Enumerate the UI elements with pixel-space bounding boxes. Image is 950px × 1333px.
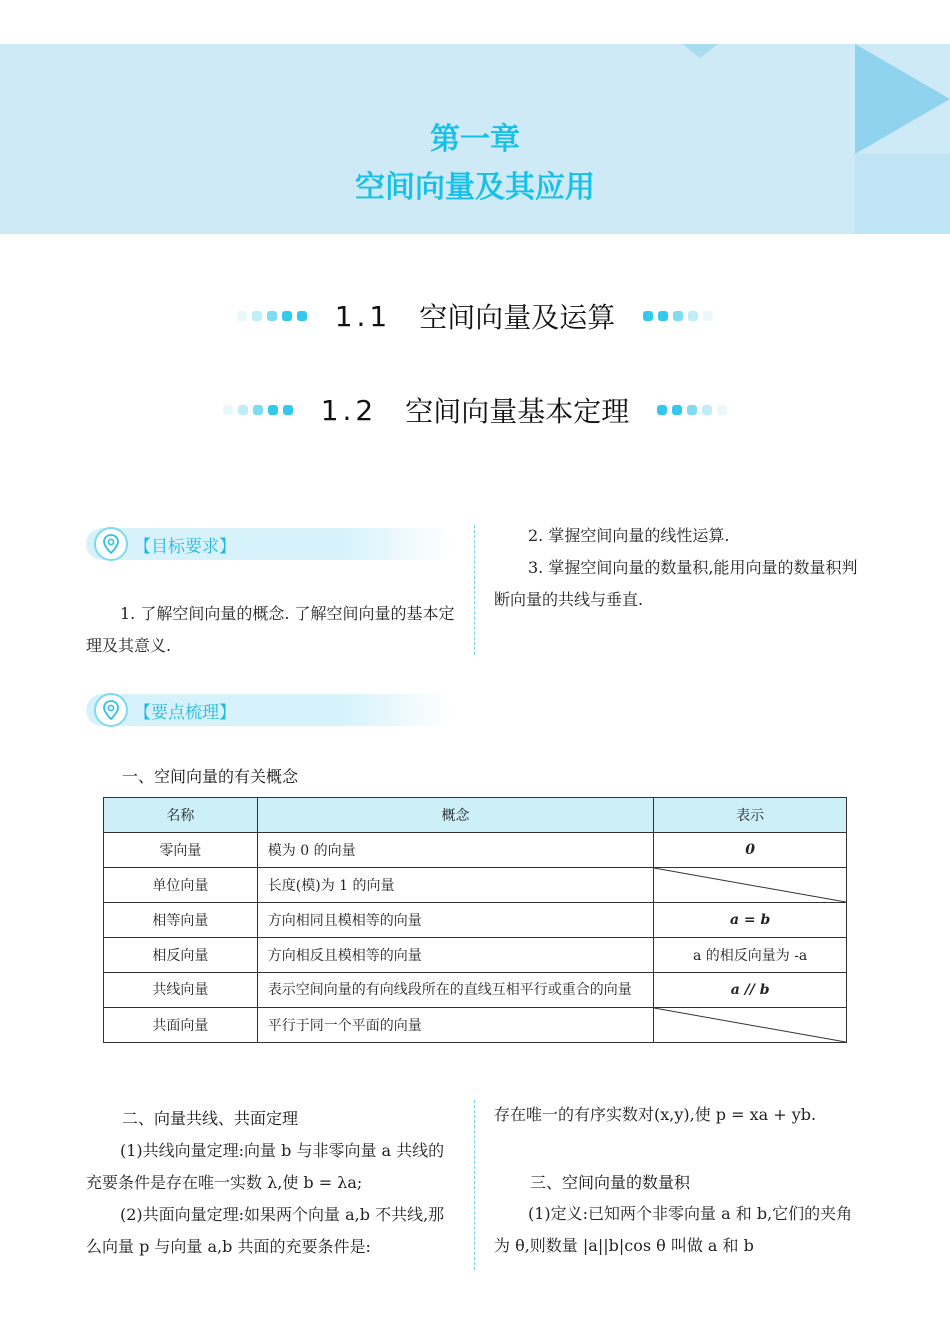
location-pin-icon xyxy=(94,527,128,561)
part1-heading: 一、空间向量的有关概念 xyxy=(122,767,299,786)
row-notation: a = b xyxy=(654,903,847,938)
goals-label: 【目标要求】 xyxy=(134,536,236,557)
row-name: 相反向量 xyxy=(104,938,258,973)
row-concept: 方向相同且模相等的向量 xyxy=(257,903,653,938)
row-concept: 方向相反且模相等的向量 xyxy=(257,938,653,973)
row-notation: a 的相反向量为 -a xyxy=(654,938,847,973)
dots-decor xyxy=(223,405,293,415)
table-header-row xyxy=(104,798,847,833)
goal-item-3: 3. 掌握空间向量的数量积,能用向量的数量积判断向量的共线与垂直. xyxy=(494,558,858,609)
table-row xyxy=(104,1008,847,1043)
dots-decor xyxy=(237,311,307,321)
part2-paragraph-1: (1)共线向量定理:向量 b 与非零向量 a 共线的充要条件是存在唯一实数 λ,使 b = λa; xyxy=(86,1141,445,1192)
row-notation: 0 xyxy=(654,833,847,868)
row-notation: a // b xyxy=(654,973,847,1008)
dots-decor xyxy=(643,311,713,321)
goal-item-1: 1. 了解空间向量的概念. 了解空间向量的基本定理及其意义. xyxy=(86,604,455,655)
part2-paragraph-3: 存在唯一的有序实数对(x,y),使 p = xa + yb. xyxy=(494,1105,817,1124)
row-concept: 表示空间向量的有向线段所在的直线互相平行或重合的向量 xyxy=(257,973,653,1008)
section-name: 空间向量及运算 xyxy=(419,301,616,334)
row-notation-empty xyxy=(654,868,847,903)
row-name: 相等向量 xyxy=(104,903,258,938)
keypoints-label: 【要点梳理】 xyxy=(134,702,236,723)
row-concept: 模为 0 的向量 xyxy=(257,833,653,868)
header-notation: 表示 xyxy=(654,798,847,833)
table-row xyxy=(104,833,847,868)
table-row xyxy=(104,973,847,1008)
section-number: 1.1 xyxy=(334,299,392,333)
section-title-1-2 xyxy=(0,390,950,430)
header-concept: 概念 xyxy=(257,798,653,833)
chapter-title: 空间向量及其应用 xyxy=(355,170,595,205)
column-divider xyxy=(474,1100,475,1270)
row-notation-empty xyxy=(654,1008,847,1043)
column-divider xyxy=(474,525,475,655)
section-name: 空间向量基本定理 xyxy=(405,395,630,428)
part3-heading: 三、空间向量的数量积 xyxy=(530,1173,691,1192)
goals-label-pill xyxy=(86,528,454,560)
header-name: 名称 xyxy=(104,798,258,833)
row-name: 零向量 xyxy=(104,833,258,868)
part2-heading: 二、向量共线、共面定理 xyxy=(122,1109,299,1128)
location-pin-icon xyxy=(94,693,128,727)
table-row xyxy=(104,868,847,903)
row-concept: 长度(模)为 1 的向量 xyxy=(257,868,653,903)
keypoints-label-pill xyxy=(86,694,454,726)
row-name: 共线向量 xyxy=(104,973,258,1008)
row-concept: 平行于同一个平面的向量 xyxy=(257,1008,653,1043)
goal-item-2: 2. 掌握空间向量的线性运算. xyxy=(528,526,730,545)
row-name: 单位向量 xyxy=(104,868,258,903)
row-name: 共面向量 xyxy=(104,1008,258,1043)
concepts-table xyxy=(103,797,847,1043)
section-number: 1.2 xyxy=(320,393,378,427)
chapter-number: 第一章 xyxy=(430,122,520,157)
part2-paragraph-2: (2)共面向量定理:如果两个向量 a,b 不共线,那么向量 p 与向量 a,b 共面的充要条件是: xyxy=(86,1205,445,1256)
section-title-1-1 xyxy=(0,296,950,336)
decor-triangle xyxy=(682,44,718,58)
part3-paragraph-1: (1)定义:已知两个非零向量 a 和 b,它们的夹角为 θ,则数量 |a||b|cos θ 叫做 a 和 b xyxy=(494,1204,853,1255)
dots-decor xyxy=(657,405,727,415)
table-row xyxy=(104,903,847,938)
table-row xyxy=(104,938,847,973)
